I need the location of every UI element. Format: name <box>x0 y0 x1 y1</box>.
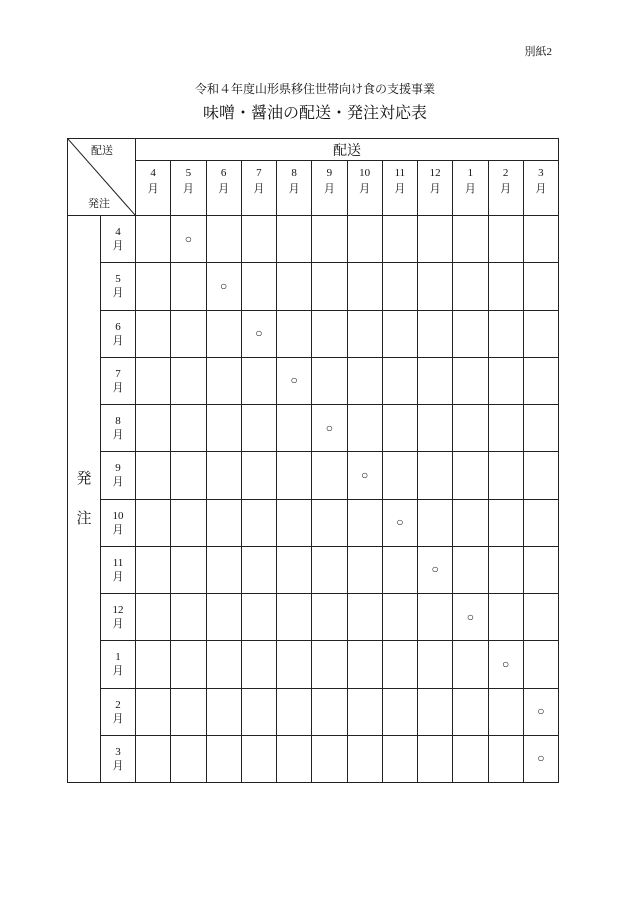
month-number: 2 <box>115 698 121 711</box>
month-unit: 月 <box>359 183 371 195</box>
delivery-month-header <box>489 161 524 216</box>
table-cell <box>277 641 312 688</box>
table-cell <box>524 736 559 783</box>
table-cell <box>312 405 347 452</box>
table-cell <box>383 641 418 688</box>
month-number: 8 <box>115 415 121 428</box>
month-number: 8 <box>291 167 297 179</box>
table-cell <box>348 452 383 499</box>
table-cell <box>524 500 559 547</box>
table-cell <box>277 405 312 452</box>
month-unit: 月 <box>535 183 547 195</box>
table-cell <box>489 547 524 594</box>
table-cell <box>277 358 312 405</box>
delivery-mark: ○ <box>290 373 298 388</box>
month-number: 4 <box>150 167 156 179</box>
delivery-month-header <box>312 161 347 216</box>
table-cell <box>418 405 453 452</box>
month-unit: 月 <box>112 523 124 536</box>
table-cell <box>242 311 277 358</box>
table-cell <box>524 547 559 594</box>
table-cell <box>207 500 242 547</box>
month-number: 3 <box>115 745 121 758</box>
month-unit: 月 <box>112 476 124 489</box>
corner-delivery-label: 配送 <box>91 145 113 157</box>
table-cell <box>277 547 312 594</box>
table-cell <box>136 216 171 263</box>
month-number: 5 <box>115 273 121 286</box>
corner-order-label: 発注 <box>88 198 110 210</box>
table-cell <box>136 500 171 547</box>
month-number: 1 <box>115 651 121 664</box>
table-cell <box>453 641 488 688</box>
month-number: 4 <box>115 226 121 239</box>
order-month-label <box>101 500 136 547</box>
month-unit: 月 <box>112 429 124 442</box>
month-number: 1 <box>467 167 474 179</box>
month-unit: 月 <box>112 759 124 772</box>
table-cell <box>136 594 171 641</box>
table-cell <box>242 500 277 547</box>
month-number: 12 <box>429 167 441 179</box>
delivery-mark: ○ <box>537 704 545 719</box>
table-cell <box>524 452 559 499</box>
table-cell <box>453 358 488 405</box>
table-cell <box>312 452 347 499</box>
table-cell <box>348 311 383 358</box>
table-cell <box>207 358 242 405</box>
table-cell <box>348 736 383 783</box>
table-cell <box>524 641 559 688</box>
table-cell <box>171 547 206 594</box>
month-unit: 月 <box>500 183 512 195</box>
table-cell <box>242 736 277 783</box>
table-cell <box>524 358 559 405</box>
table-cell <box>242 641 277 688</box>
delivery-month-header <box>453 161 488 216</box>
delivery-mark: ○ <box>431 562 439 577</box>
delivery-month-header <box>242 161 277 216</box>
table-cell <box>418 358 453 405</box>
table-cell <box>524 216 559 263</box>
table-cell <box>453 405 488 452</box>
table-cell <box>489 216 524 263</box>
table-cell <box>207 736 242 783</box>
table-cell <box>348 641 383 688</box>
table-cell <box>383 216 418 263</box>
month-number: 11 <box>394 167 406 179</box>
month-unit: 月 <box>288 183 300 195</box>
month-unit: 月 <box>429 183 441 195</box>
table-cell <box>489 736 524 783</box>
table-cell <box>312 263 347 310</box>
order-month-label <box>101 452 136 499</box>
table-cell <box>277 216 312 263</box>
table-cell <box>418 452 453 499</box>
table-cell <box>207 594 242 641</box>
table-cell <box>524 689 559 736</box>
table-cell <box>453 311 488 358</box>
table-cell <box>418 736 453 783</box>
month-number: 2 <box>502 167 509 179</box>
table-cell <box>312 358 347 405</box>
table-cell <box>277 736 312 783</box>
document-subtitle: 令和４年度山形県移住世帯向け食の支援事業 <box>194 82 435 96</box>
table-cell <box>383 500 418 547</box>
table-cell <box>348 500 383 547</box>
table-cell <box>312 736 347 783</box>
table-cell <box>453 594 488 641</box>
table-cell <box>136 736 171 783</box>
table-cell <box>242 547 277 594</box>
month-number: 3 <box>538 167 544 179</box>
delivery-mark: ○ <box>325 420 333 435</box>
table-cell <box>242 689 277 736</box>
table-cell <box>453 263 488 310</box>
table-cell <box>312 594 347 641</box>
month-unit: 月 <box>112 665 124 678</box>
table-cell <box>383 263 418 310</box>
table-cell <box>171 641 206 688</box>
month-number: 10 <box>112 509 124 522</box>
table-cell <box>207 216 242 263</box>
table-cell <box>489 594 524 641</box>
order-month-label <box>101 405 136 452</box>
month-unit: 月 <box>112 287 124 300</box>
table-cell <box>171 263 206 310</box>
table-cell <box>348 263 383 310</box>
table-cell <box>171 500 206 547</box>
month-unit: 月 <box>253 183 265 195</box>
order-month-label <box>101 689 136 736</box>
table-cell <box>171 452 206 499</box>
table-cell <box>136 358 171 405</box>
table-cell <box>242 405 277 452</box>
month-number: 6 <box>115 320 121 333</box>
order-month-label <box>101 594 136 641</box>
delivery-month-header <box>207 161 242 216</box>
table-cell <box>489 311 524 358</box>
order-month-label <box>101 547 136 594</box>
month-number: 6 <box>220 167 227 179</box>
month-unit: 月 <box>182 183 194 195</box>
table-cell <box>418 500 453 547</box>
order-month-label <box>101 358 136 405</box>
table-cell <box>136 452 171 499</box>
month-unit: 月 <box>464 183 476 195</box>
table-cell <box>277 500 312 547</box>
table-cell <box>418 311 453 358</box>
table-cell <box>453 452 488 499</box>
delivery-mark: ○ <box>184 231 192 246</box>
table-cell <box>418 641 453 688</box>
table-cell <box>383 736 418 783</box>
table-cell <box>524 263 559 310</box>
table-cell <box>207 547 242 594</box>
table-cell <box>489 263 524 310</box>
table-cell <box>489 358 524 405</box>
table-cell <box>136 311 171 358</box>
delivery-mark: ○ <box>361 467 369 482</box>
table-cell <box>383 358 418 405</box>
delivery-mark: ○ <box>466 609 474 624</box>
table-cell <box>171 311 206 358</box>
month-number: 9 <box>115 462 121 475</box>
table-cell <box>383 405 418 452</box>
order-month-label <box>101 311 136 358</box>
order-month-label <box>101 641 136 688</box>
table-cell <box>207 689 242 736</box>
month-unit: 月 <box>218 183 230 195</box>
delivery-mark: ○ <box>396 515 404 530</box>
month-unit: 月 <box>112 618 124 631</box>
table-cell <box>207 641 242 688</box>
order-month-label <box>101 263 136 310</box>
table-cell <box>524 405 559 452</box>
table-cell <box>207 405 242 452</box>
table-cell <box>242 594 277 641</box>
month-number: 11 <box>112 556 124 569</box>
table-cell <box>418 547 453 594</box>
table-cell <box>418 263 453 310</box>
table-cell <box>242 263 277 310</box>
table-cell <box>171 689 206 736</box>
delivery-header: 配送 <box>136 139 559 161</box>
table-cell <box>383 311 418 358</box>
table-cell <box>242 216 277 263</box>
table-cell <box>489 405 524 452</box>
month-unit: 月 <box>112 570 124 583</box>
month-number: 7 <box>256 167 262 179</box>
table-cell <box>277 689 312 736</box>
month-number: 12 <box>112 604 124 617</box>
delivery-month-header <box>277 161 312 216</box>
table-cell <box>207 311 242 358</box>
month-unit: 月 <box>323 183 335 195</box>
month-unit: 月 <box>112 712 124 725</box>
month-number: 9 <box>326 167 333 179</box>
table-cell <box>312 689 347 736</box>
table-cell <box>171 736 206 783</box>
delivery-mark: ○ <box>502 656 510 671</box>
table-cell <box>312 641 347 688</box>
table-cell <box>136 689 171 736</box>
table-cell <box>348 547 383 594</box>
table-cell <box>136 547 171 594</box>
table-cell <box>171 405 206 452</box>
table-cell <box>489 452 524 499</box>
table-cell <box>136 263 171 310</box>
table-cell <box>312 500 347 547</box>
table-cell <box>348 594 383 641</box>
order-header-cell <box>68 216 101 783</box>
delivery-month-header <box>171 161 206 216</box>
delivery-order-table <box>67 138 559 783</box>
table-cell <box>383 594 418 641</box>
month-unit: 月 <box>112 381 124 394</box>
table-cell <box>312 547 347 594</box>
month-unit: 月 <box>112 334 124 347</box>
delivery-month-header <box>136 161 171 216</box>
table-cell <box>207 263 242 310</box>
table-cell <box>348 689 383 736</box>
document-title: 味噌・醤油の配送・発注対応表 <box>202 105 427 122</box>
table-cell <box>489 689 524 736</box>
table-cell <box>207 452 242 499</box>
delivery-mark: ○ <box>255 326 263 341</box>
delivery-month-header <box>348 161 383 216</box>
table-cell <box>418 594 453 641</box>
delivery-mark: ○ <box>220 278 228 293</box>
table-cell <box>277 311 312 358</box>
month-number: 5 <box>185 167 192 179</box>
month-number: 7 <box>115 367 121 380</box>
table-cell <box>277 452 312 499</box>
table-cell <box>277 263 312 310</box>
delivery-mark: ○ <box>537 751 545 766</box>
table-cell <box>383 452 418 499</box>
table-cell <box>348 405 383 452</box>
delivery-month-header <box>383 161 418 216</box>
delivery-month-header <box>524 161 559 216</box>
delivery-month-header <box>418 161 453 216</box>
table-cell <box>524 311 559 358</box>
month-unit: 月 <box>394 183 406 195</box>
table-cell <box>418 216 453 263</box>
table-cell <box>171 216 206 263</box>
table-cell <box>453 216 488 263</box>
table-cell <box>348 358 383 405</box>
table-cell <box>383 547 418 594</box>
table-cell <box>453 689 488 736</box>
table-cell <box>242 358 277 405</box>
table-cell <box>277 594 312 641</box>
table-cell <box>383 689 418 736</box>
month-unit: 月 <box>112 240 124 253</box>
table-cell <box>453 500 488 547</box>
table-cell <box>171 358 206 405</box>
table-cell <box>242 452 277 499</box>
order-header: 発注 <box>76 471 92 527</box>
table-cell <box>453 736 488 783</box>
table-cell <box>348 216 383 263</box>
month-number: 10 <box>359 167 371 179</box>
month-unit: 月 <box>147 183 159 195</box>
table-cell <box>453 547 488 594</box>
table-cell <box>136 405 171 452</box>
table-cell <box>524 594 559 641</box>
order-month-label <box>101 216 136 263</box>
table-corner-cell <box>68 139 136 216</box>
table-cell <box>312 311 347 358</box>
table-cell <box>171 594 206 641</box>
order-month-label <box>101 736 136 783</box>
table-cell <box>489 641 524 688</box>
table-cell <box>312 216 347 263</box>
attachment-label: 別紙2 <box>524 46 552 58</box>
table-cell <box>136 641 171 688</box>
table-cell <box>489 500 524 547</box>
table-cell <box>418 689 453 736</box>
